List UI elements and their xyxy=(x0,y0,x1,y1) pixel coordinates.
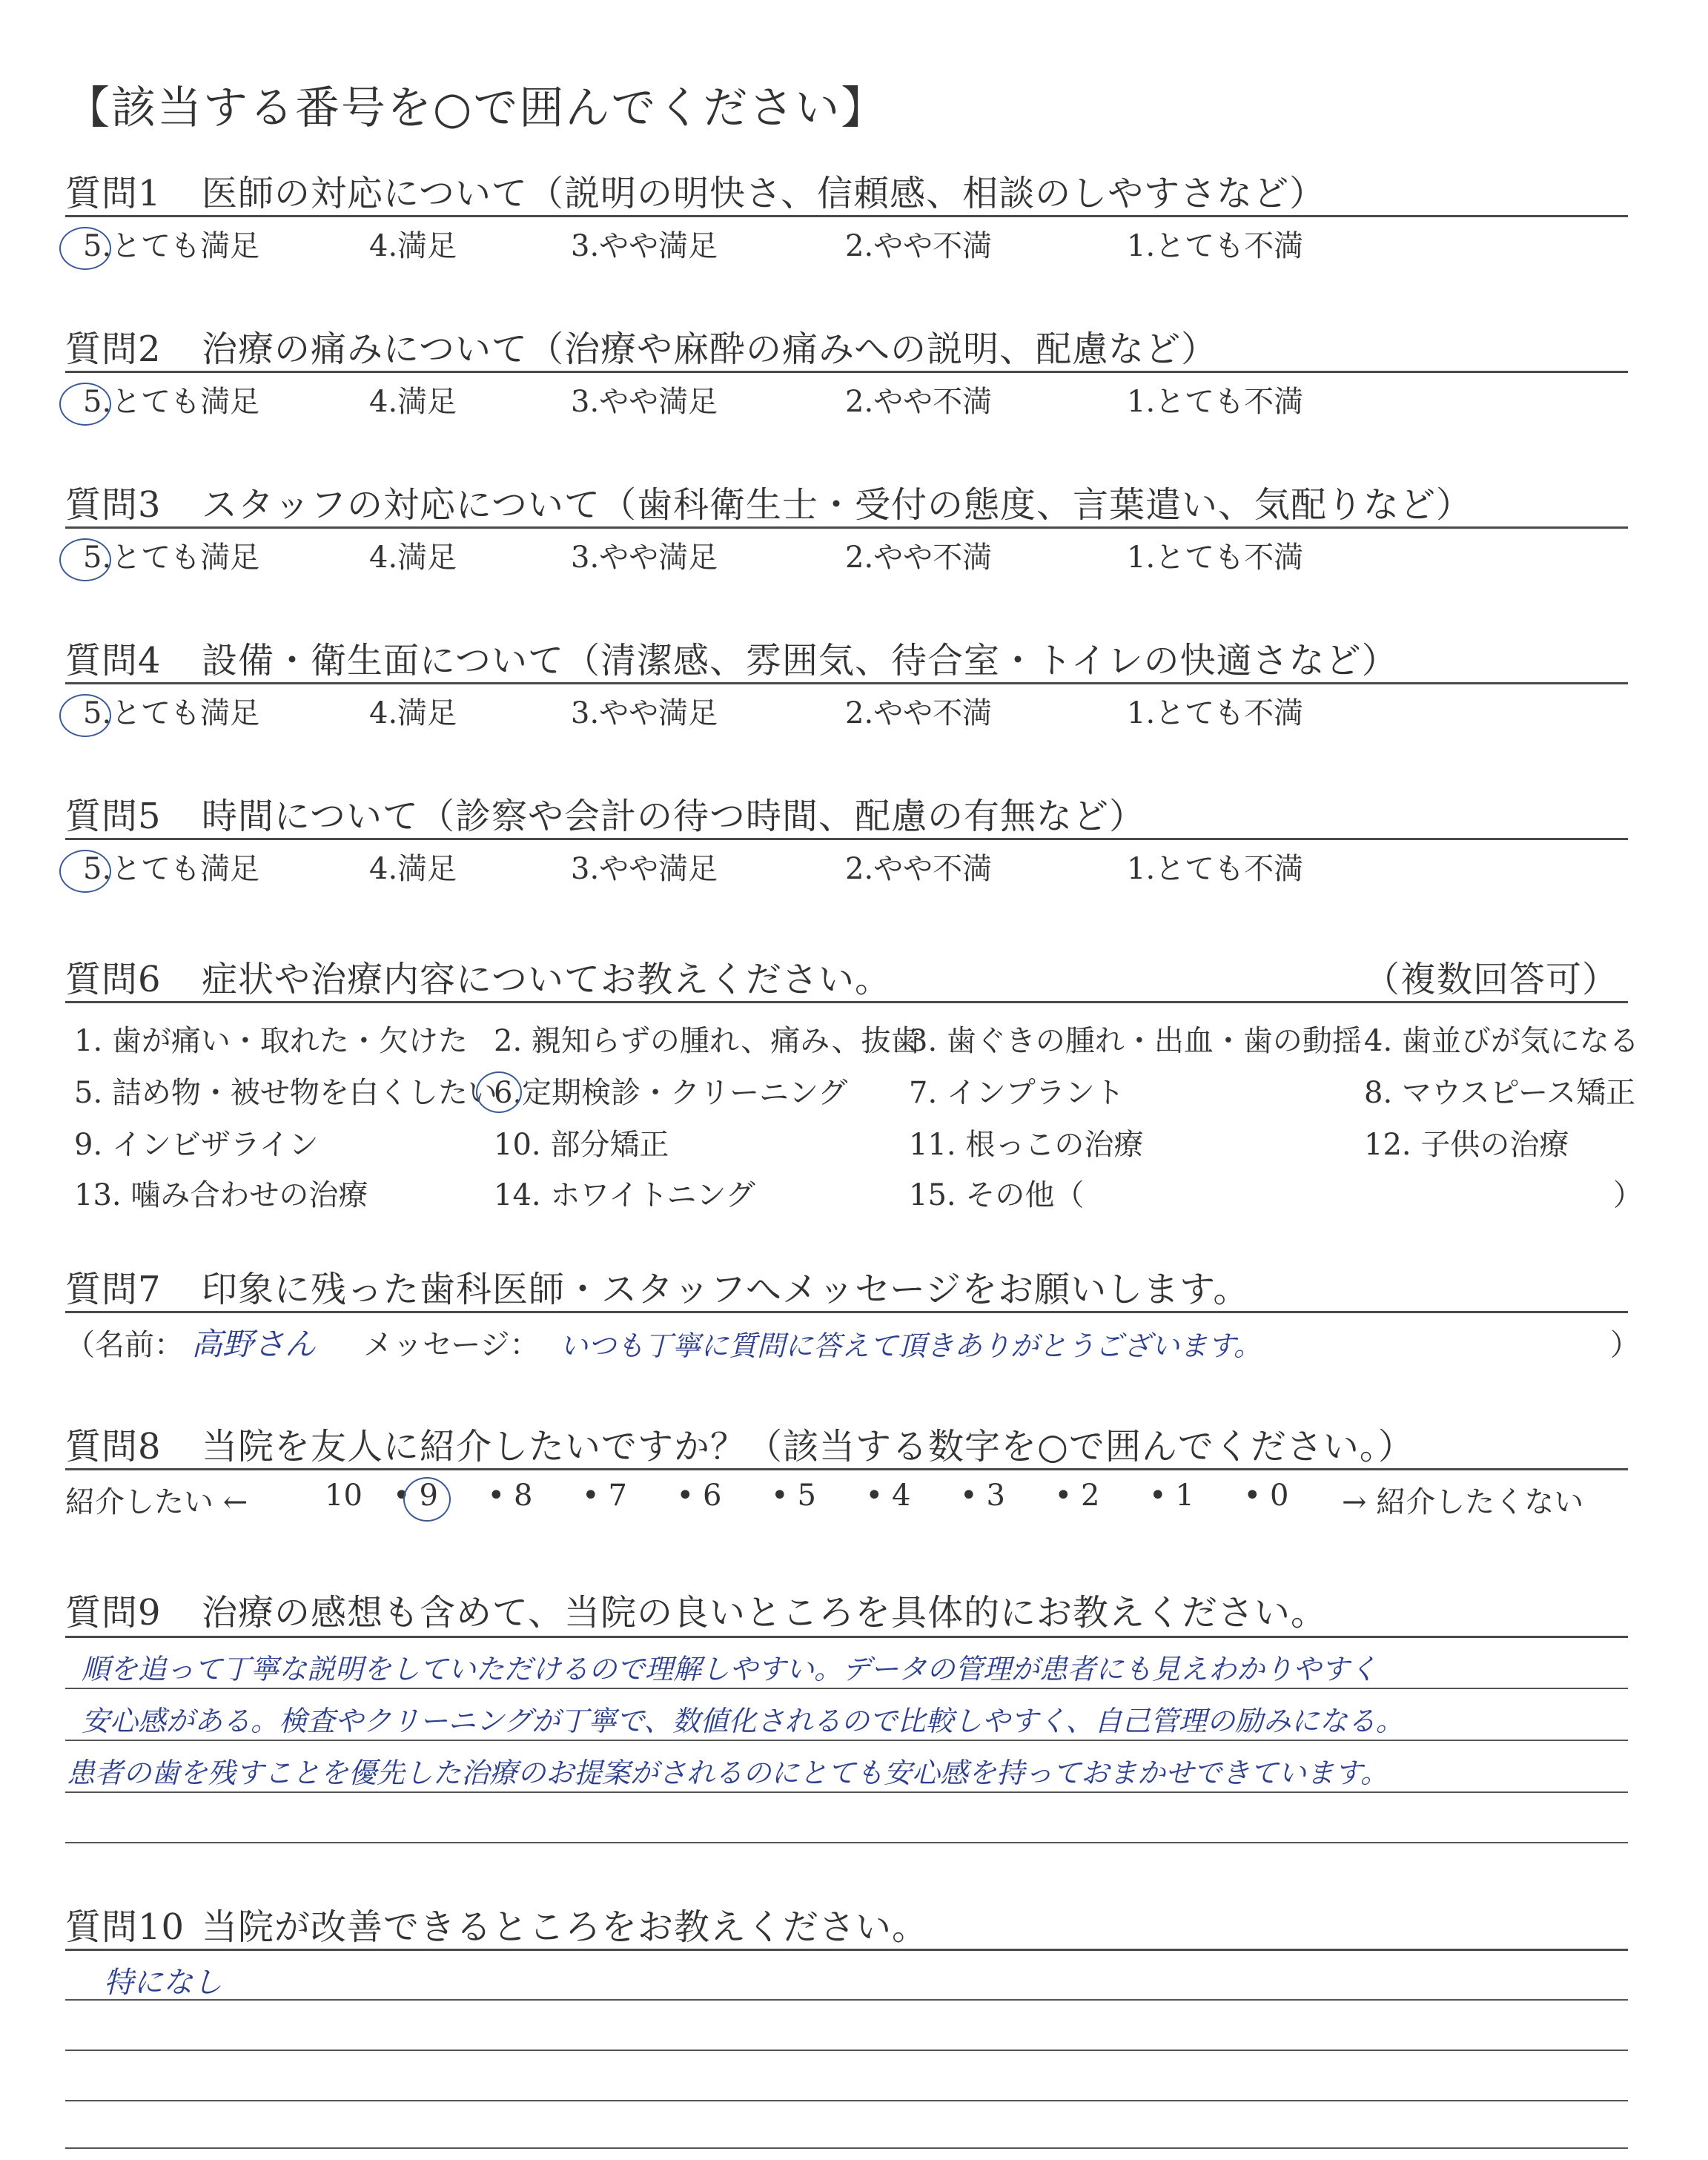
q8-scale-separator: • xyxy=(1243,1479,1262,1513)
q5-label: 質問5 xyxy=(65,796,162,837)
q6-text: 症状や治療内容についてお教えください。 xyxy=(202,959,892,1000)
q8-scale-separator: • xyxy=(582,1479,600,1513)
q1-option-4[interactable]: 4.満足 xyxy=(369,229,457,263)
q8-scale-separator: • xyxy=(1054,1479,1073,1513)
q8-text: 当院を友人に紹介したいですか？（該当する数字を○で囲んでください。） xyxy=(202,1426,1414,1467)
q9-answer-line-3 xyxy=(65,1791,1628,1793)
q4-option-4[interactable]: 4.満足 xyxy=(369,696,457,730)
q1-label: 質問1 xyxy=(65,173,162,214)
q2-option-5[interactable]: 5.とても満足 xyxy=(83,385,260,419)
q4-option-2[interactable]: 2.やや不満 xyxy=(845,696,993,730)
q6-option-13[interactable]: 13. 噛み合わせの治療 xyxy=(74,1178,368,1212)
q10-rule xyxy=(65,1949,1628,1951)
q1-text: 医師の対応について（説明の明快さ、信頼感、相談のしやすさなど） xyxy=(202,173,1326,214)
q7-name-label: （名前： xyxy=(65,1328,184,1362)
q5-option-4[interactable]: 4.満足 xyxy=(369,852,457,886)
q7-label: 質問7 xyxy=(65,1269,162,1310)
q7-text: 印象に残った歯科医師・スタッフへメッセージをお願いします。 xyxy=(202,1269,1250,1310)
q8-scale-separator: • xyxy=(865,1479,884,1513)
q6-option-11[interactable]: 11. 根っこの治療 xyxy=(909,1128,1144,1162)
q7-close-paren: ） xyxy=(1610,1328,1640,1362)
q8-rule xyxy=(65,1468,1628,1470)
q10-answer-line-1 xyxy=(65,1999,1628,2001)
q6-option-2[interactable]: 2. 親知らずの腫れ、痛み、抜歯 xyxy=(494,1024,921,1058)
q8-scale-8[interactable]: 8 xyxy=(514,1479,533,1513)
q8-scale-3[interactable]: 3 xyxy=(986,1479,1005,1513)
q5-text: 時間について（診察や会計の待つ時間、配慮の有無など） xyxy=(202,796,1146,837)
q8-scale-2[interactable]: 2 xyxy=(1081,1479,1100,1513)
q1-option-3[interactable]: 3.やや満足 xyxy=(571,229,718,263)
q4-option-1[interactable]: 1.とても不満 xyxy=(1127,696,1304,730)
q6-option-8[interactable]: 8. マウスピース矯正 xyxy=(1364,1076,1636,1110)
q9-answer-line-2 xyxy=(65,1740,1628,1741)
q8-scale-10[interactable]: 10 xyxy=(325,1479,363,1513)
q3-selected-circle xyxy=(59,538,111,581)
q10-label: 質問10 xyxy=(65,1906,185,1948)
q10-answer-line-2 xyxy=(65,2050,1628,2051)
q6-option-14[interactable]: 14. ホワイトニング xyxy=(494,1178,755,1212)
q5-option-1[interactable]: 1.とても不満 xyxy=(1127,852,1304,886)
q8-scale-1[interactable]: 1 xyxy=(1175,1479,1194,1513)
q3-rule xyxy=(65,526,1628,529)
q8-scale-4[interactable]: 4 xyxy=(892,1479,911,1513)
q6-option-16: ） xyxy=(1613,1178,1643,1212)
q6-label: 質問6 xyxy=(65,959,162,1000)
q3-option-4[interactable]: 4.満足 xyxy=(369,541,457,575)
q6-option-6[interactable]: 6.定期検診・クリーニング xyxy=(494,1076,848,1110)
q5-option-3[interactable]: 3.やや満足 xyxy=(571,852,718,886)
q1-option-5[interactable]: 5.とても満足 xyxy=(83,229,260,263)
q8-scale-separator: • xyxy=(676,1479,695,1513)
q6-rule xyxy=(65,1001,1628,1003)
q3-option-1[interactable]: 1.とても不満 xyxy=(1127,541,1304,575)
q5-option-2[interactable]: 2.やや不満 xyxy=(845,852,993,886)
q6-note: （複数回答可） xyxy=(1364,959,1619,1000)
q8-scale-separator: • xyxy=(1149,1479,1167,1513)
page-title: 【該当する番号を○で囲んでください】 xyxy=(65,82,887,134)
q9-answer-line-1 xyxy=(65,1688,1628,1689)
q4-text: 設備・衛生面について（清潔感、雰囲気、待合室・トイレの快適さなど） xyxy=(202,640,1398,681)
q8-scale-separator: • xyxy=(771,1479,789,1513)
q6-option-7[interactable]: 7. インプラント xyxy=(909,1076,1125,1110)
q2-rule xyxy=(65,371,1628,373)
q2-selected-circle xyxy=(59,383,111,426)
q2-label: 質問2 xyxy=(65,328,162,370)
q4-rule xyxy=(65,682,1628,684)
q10-answer-line-3 xyxy=(65,2100,1628,2101)
q10-answer-line-4 xyxy=(65,2147,1628,2149)
q3-option-2[interactable]: 2.やや不満 xyxy=(845,541,993,575)
q8-label: 質問8 xyxy=(65,1426,162,1467)
q3-label: 質問3 xyxy=(65,484,162,526)
q8-selected-circle xyxy=(403,1477,451,1522)
q7-message-label: メッセージ： xyxy=(363,1328,540,1362)
q1-option-1[interactable]: 1.とても不満 xyxy=(1127,229,1304,263)
q4-option-5[interactable]: 5.とても満足 xyxy=(83,696,260,730)
q1-selected-circle xyxy=(59,227,111,270)
q8-scale-5[interactable]: 5 xyxy=(797,1479,816,1513)
q9-answer-text-3[interactable]: 患者の歯を残すことを優先した治療のお提案がされるのにとても安心感を持っておまかせできています。 xyxy=(67,1757,1388,1789)
q6-option-10[interactable]: 10. 部分矯正 xyxy=(494,1128,669,1162)
q4-label: 質問4 xyxy=(65,640,162,681)
q9-label: 質問9 xyxy=(65,1592,162,1634)
q10-answer-text[interactable]: 特になし xyxy=(104,1966,222,2000)
q5-selected-circle xyxy=(59,850,111,893)
q10-text: 当院が改善できるところをお教えください。 xyxy=(202,1906,929,1948)
q8-scale-separator: • xyxy=(960,1479,978,1513)
q5-rule xyxy=(65,838,1628,840)
q8-left-label: 紹介したい ← xyxy=(65,1485,248,1519)
q6-option-4[interactable]: 4. 歯並びが気になる xyxy=(1364,1024,1639,1058)
q6-option-12[interactable]: 12. 子供の治療 xyxy=(1364,1128,1569,1162)
q7-name-value[interactable]: 高野さん xyxy=(191,1326,317,1362)
q3-text: スタッフの対応について（歯科衛生士・受付の態度、言葉遣い、気配りなど） xyxy=(202,484,1473,526)
q8-right-label: → 紹介したくない xyxy=(1342,1485,1584,1519)
q2-option-2[interactable]: 2.やや不満 xyxy=(845,385,993,419)
q8-scale-0[interactable]: 0 xyxy=(1270,1479,1289,1513)
q9-answer-line-4 xyxy=(65,1842,1628,1843)
q8-scale-separator: • xyxy=(487,1479,506,1513)
q2-option-1[interactable]: 1.とても不満 xyxy=(1127,385,1304,419)
q1-rule xyxy=(65,215,1628,217)
q6-selected-circle xyxy=(476,1071,522,1113)
q8-scale-7[interactable]: 7 xyxy=(608,1479,627,1513)
q4-selected-circle xyxy=(59,694,111,737)
q1-option-2[interactable]: 2.やや不満 xyxy=(845,229,993,263)
q8-scale-9[interactable]: 9 xyxy=(419,1479,438,1513)
q6-option-3[interactable]: 3. 歯ぐきの腫れ・出血・歯の動揺 xyxy=(909,1024,1362,1058)
q4-option-3[interactable]: 3.やや満足 xyxy=(571,696,718,730)
q9-rule xyxy=(65,1636,1628,1638)
q6-option-5[interactable]: 5. 詰め物・被せ物を白くしたい xyxy=(74,1076,497,1110)
q9-answer-text-2[interactable]: 安心感がある。検査やクリーニングが丁寧で、数値化されるので比較しやすく、自己管理の励みになる。 xyxy=(82,1705,1404,1737)
q7-rule xyxy=(65,1311,1628,1313)
q2-text: 治療の痛みについて（治療や麻酔の痛みへの説明、配慮など） xyxy=(202,328,1218,370)
q9-text: 治療の感想も含めて、当院の良いところを具体的にお教えください。 xyxy=(202,1592,1328,1634)
q2-option-4[interactable]: 4.満足 xyxy=(369,385,457,419)
q7-message-value[interactable]: いつも丁寧に質問に答えて頂きありがとうございます。 xyxy=(560,1330,1262,1362)
q5-option-5[interactable]: 5.とても満足 xyxy=(83,852,260,886)
q6-option-1[interactable]: 1. 歯が痛い・取れた・欠けた xyxy=(74,1024,468,1058)
q3-option-3[interactable]: 3.やや満足 xyxy=(571,541,718,575)
q6-option-15[interactable]: 15. その他（ xyxy=(909,1178,1085,1212)
q8-scale-6[interactable]: 6 xyxy=(703,1479,722,1513)
q2-option-3[interactable]: 3.やや満足 xyxy=(571,385,718,419)
q9-answer-text-1[interactable]: 順を追って丁寧な説明をしていただけるので理解しやすい。データの管理が患者にも見えわかりやすく xyxy=(82,1653,1378,1685)
q6-option-9[interactable]: 9. インビザライン xyxy=(74,1128,319,1162)
q3-option-5[interactable]: 5.とても満足 xyxy=(83,541,260,575)
q8-scale-separator: • xyxy=(393,1479,411,1513)
